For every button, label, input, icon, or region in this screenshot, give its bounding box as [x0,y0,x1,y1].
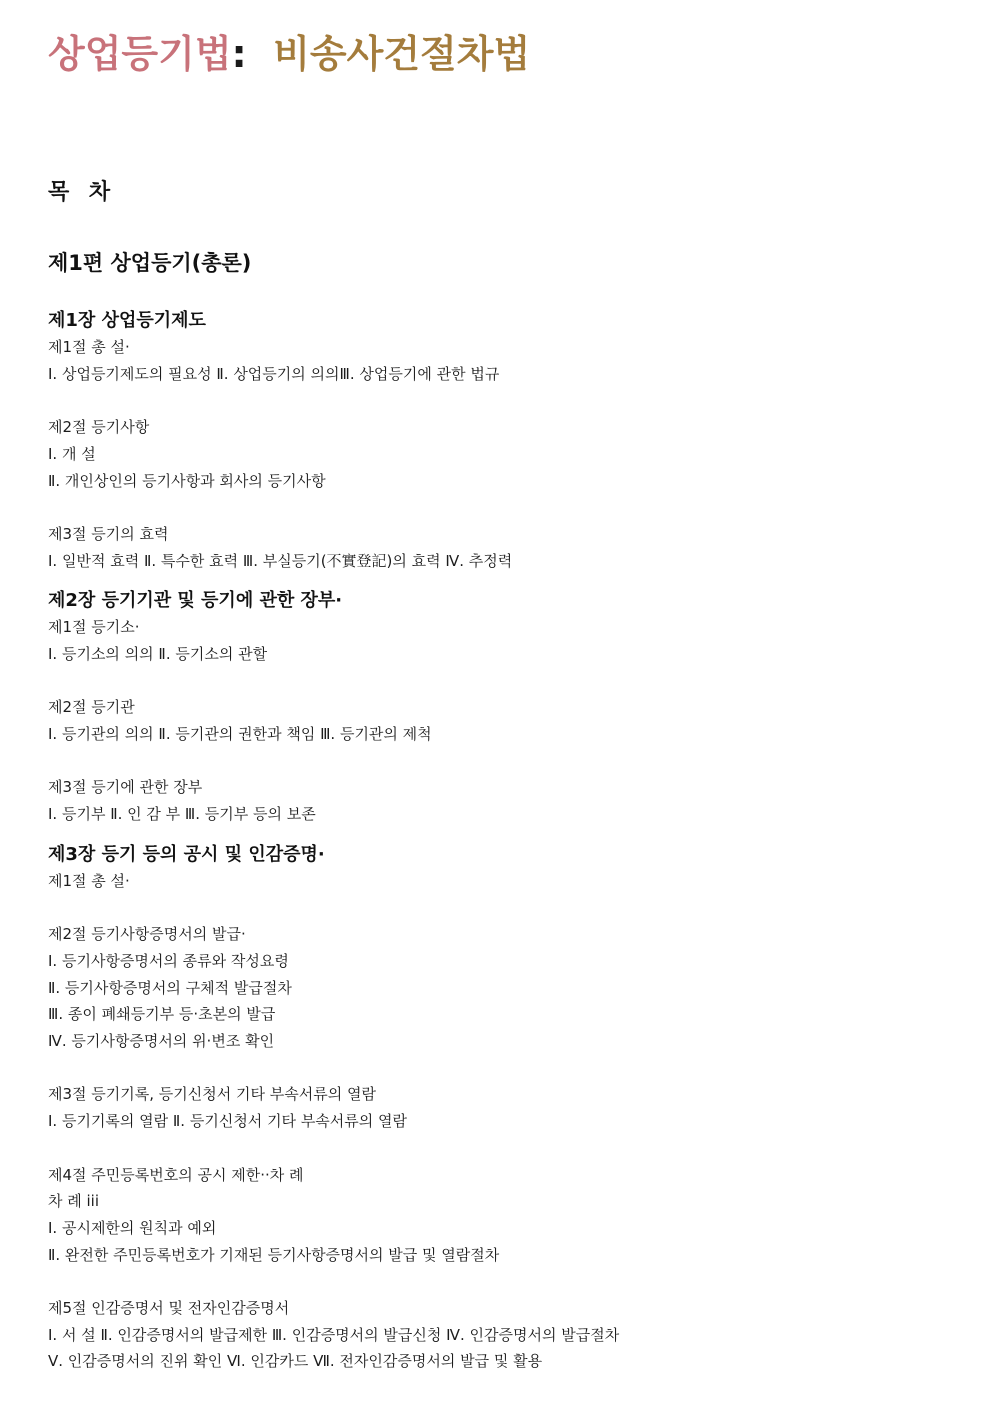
section-item-line: Ⅰ. 일반적 효력 Ⅱ. 특수한 효력 Ⅲ. 부실등기(不實登記)의 효력 Ⅳ. 추정력 [48,551,513,570]
section-item-line: Ⅰ. 등기소의 의의 Ⅱ. 등기소의 관할 [48,645,268,663]
toc-heading: 목 차 [48,180,117,205]
section-item-line: Ⅱ. 개인상인의 등기사항과 회사의 등기사항 [48,471,326,490]
chapter-heading: 제2장 등기기관 및 등기에 관한 장부· [48,590,343,612]
section-spacer [48,494,962,521]
section-title: 제3절 등기의 효력 [48,524,169,543]
section-item-line: Ⅲ. 종이 폐쇄등기부 등·초본의 발급 [48,1005,276,1024]
section-title: 제5절 인감증명서 및 전자인감증명서 [48,1299,290,1318]
section-item-line: Ⅰ. 개 설 [48,444,96,463]
section-item-line: Ⅱ. 완전한 주민등록번호가 기재된 등기사항증명서의 발급 및 열람절차 [48,1245,500,1264]
section-item-line: Ⅱ. 등기사항증명서의 구체적 발급절차 [48,978,292,997]
section-item-line: Ⅰ. 서 설 Ⅱ. 인감증명서의 발급제한 Ⅲ. 인감증명서의 발급신청 Ⅳ. 인감증명서의 발급절차 [48,1325,620,1344]
section-item-line: Ⅰ. 공시제한의 원칙과 예외 [48,1218,217,1237]
section-item-line: 차 례 iii [48,1192,100,1211]
book-title [48,26,962,82]
chapter-heading: 제1장 상업등기제도 [48,310,206,331]
title-part1: 상업등기법 [48,32,232,76]
section-item-line: Ⅰ. 상업등기제도의 필요성 Ⅱ. 상업등기의 의의Ⅲ. 상업등기에 관한 법규 [48,364,500,383]
title-separator: : [231,32,247,76]
section-title: 제4절 주민등록번호의 공시 제한··차 례 [48,1165,304,1184]
section-item-line: Ⅰ. 등기관의 의의 Ⅱ. 등기관의 권한과 책임 Ⅲ. 등기관의 제척 [48,725,432,744]
toc-body [48,308,962,1375]
title-part2: 비송사건절차법 [273,32,531,76]
section-spacer [48,1135,962,1162]
section-title: 제1절 총 설· [48,338,130,356]
section-title: 제1절 등기소· [48,618,140,637]
section-title: 제1절 총 설· [48,871,130,890]
section-title: 제2절 등기관 [48,698,135,717]
section-title: 제3절 등기에 관한 장부 [48,778,203,797]
section-spacer [48,387,962,414]
section-item-line: Ⅰ. 등기기록의 열람 Ⅱ. 등기신청서 기타 부속서류의 열람 [48,1112,408,1131]
section-spacer [48,1055,962,1082]
section-item-line: Ⅰ. 등기부 Ⅱ. 인 감 부 Ⅲ. 등기부 등의 보존 [48,805,316,824]
section-item-line: Ⅴ. 인감증명서의 진위 확인 Ⅵ. 인감카드 Ⅶ. 전자인감증명서의 발급 및 활용 [48,1352,543,1371]
section-title: 제2절 등기사항 [48,418,150,437]
section-spacer [48,668,962,695]
section-item-line: Ⅳ. 등기사항증명서의 위·변조 확인 [48,1032,275,1051]
section-item-line: Ⅰ. 등기사항증명서의 종류와 작성요령 [48,951,289,970]
section-spacer [48,1268,962,1295]
section-title: 제2절 등기사항증명서의 발급· [48,925,246,944]
section-spacer [48,748,962,775]
section-spacer [48,895,962,922]
section-title: 제3절 등기기록, 등기신청서 기타 부속서류의 열람 [48,1085,376,1104]
document-page [48,26,962,1375]
chapter-heading: 제3장 등기 등의 공시 및 인감증명· [48,843,325,865]
part-heading: 제1편 상업등기(총론) [48,251,252,275]
